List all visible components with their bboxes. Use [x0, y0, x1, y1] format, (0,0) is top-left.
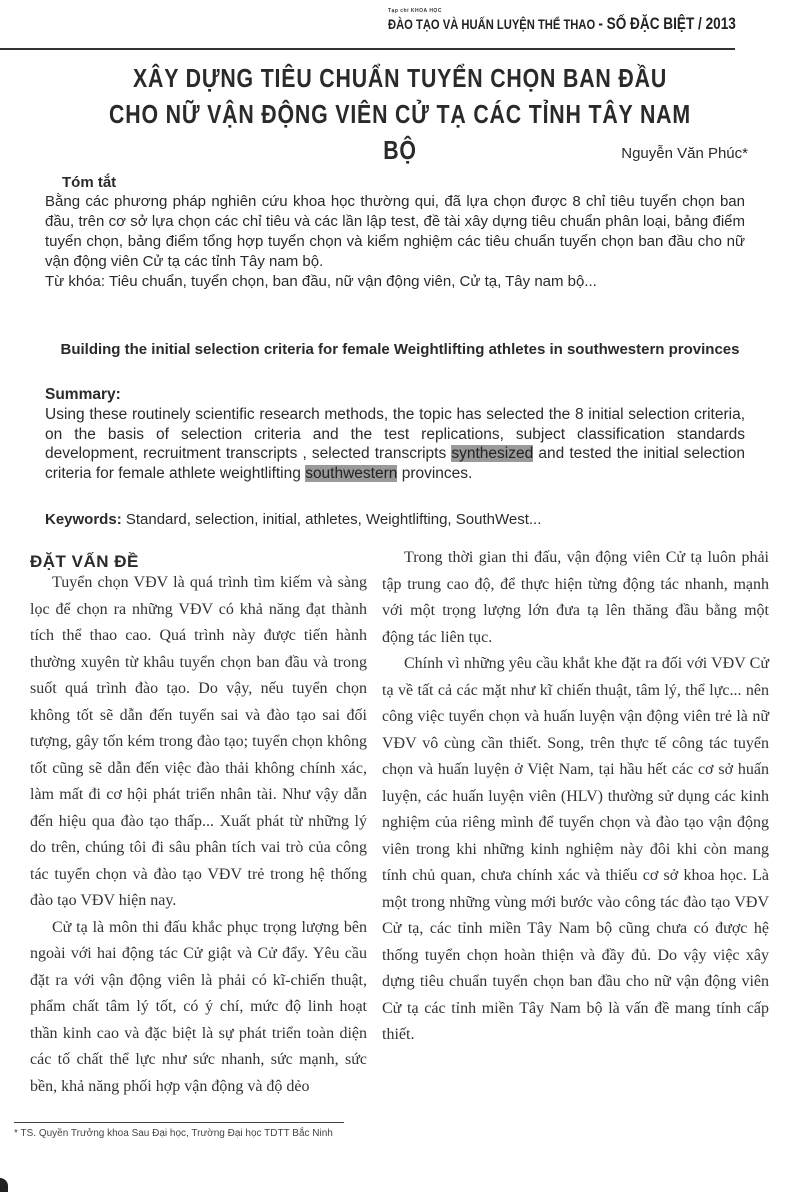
summary-part: Using these routinely scientific research methods, the topic has selected the 8 initial selection criteria, on the basis of selection criteria and the test replications, subject classification standards development, recruitment transcripts , selected transcripts — [45, 406, 745, 462]
section-heading: ĐẶT VẤN ĐỀ — [30, 552, 139, 571]
keywords-vi: Từ khóa: Tiêu chuẩn, tuyển chọn, ban đầu, nữ vận động viên, Cử tạ, Tây nam bộ... — [45, 273, 597, 290]
abstract-heading: Tóm tắt — [62, 174, 117, 191]
journal-name: ĐÀO TẠO VÀ HUẤN LUYỆN THỂ THAO — [388, 16, 596, 32]
highlighted-text: synthesized — [451, 445, 534, 462]
author: Nguyễn Văn Phúc* — [621, 145, 748, 162]
article-title: XÂY DỰNG TIÊU CHUẨN TUYỂN CHỌN BAN ĐẦU CHO NỮ VẬN ĐỘNG VIÊN CỬ TẠ CÁC TỈNH TÂY NAM BỘ — [109, 63, 691, 165]
left-column — [30, 570, 367, 1100]
header-rule — [0, 48, 735, 50]
journal-header — [388, 8, 736, 34]
scan-artifact — [0, 1178, 8, 1192]
summary-part: and tested the initial selection criteria for female athlete weightlifting — [45, 445, 745, 482]
keywords-label: Keywords: — [45, 511, 122, 528]
footnote-rule — [14, 1122, 344, 1123]
english-title: Building the initial selection criteria for female Weightlifting athletes in southwestern provinces — [60, 341, 740, 358]
footnote: * TS. Quyền Trưởng khoa Sau Đại học, Trường Đại học TDTT Bắc Ninh — [14, 1128, 333, 1139]
abstract-text: Bằng các phương pháp nghiên cứu khoa học thường qui, đã lựa chọn được 8 chỉ tiêu tuyển chọn ban đầu, trên cơ sở lựa chọn các chỉ tiêu và các lần lập test, đề tài xây dựng tiêu chuẩn phân loại, bảng điểm tuyển chọn, bảng điểm tổng hợp tuyển chọn và kiểm nghiệm các tiêu chuẩn tuyển chọn ban đầu cho nữ vận động viên Cử tạ các tỉnh Tây nam bộ. — [45, 193, 745, 270]
keywords-value: Standard, selection, initial, athletes, Weightlifting, SouthWest... — [121, 511, 542, 528]
paragraph: Trong thời gian thi đấu, vận động viên Cử tạ luôn phải tập trung cao độ, để thực hiện từng động tác nhanh, mạnh với một trọng lượng lớn đưa tạ lên thăng đầu bằng một động tác liên tục. — [382, 549, 769, 646]
journal-small-label: Tạp chí KHOA HỌC — [388, 8, 442, 14]
paragraph: Cử tạ là môn thi đấu khắc phục trọng lượng bên ngoài với hai động tác Cử giật và Cử đẩy. Yêu cầu đặt ra với vận động viên là phải có kĩ-chiến thuật, phẩm chất tâm lý tốt, có ý chí, mức độ linh hoạt thần kinh cao và đặc biệt là sự phát triển toàn diện các tố chất thể lực như sức nhanh, sức mạnh, sức bền, khả năng phối hợp vận động và độ dẻo — [30, 918, 367, 1095]
summary-heading: Summary: — [45, 386, 121, 403]
summary-part: provinces. — [397, 464, 473, 482]
keywords-en — [45, 511, 541, 528]
summary-text — [45, 405, 745, 483]
issue-label: - SỐ ĐẶC BIỆT / 2013 — [598, 14, 736, 33]
paragraph: Tuyển chọn VĐV là quá trình tìm kiếm và sàng lọc để chọn ra những VĐV có khả năng đạt thành tích thể thao cao. Quá trình này được tiến hành thường xuyên từ khâu tuyển chọn ban đầu và trong suốt quá trình đào tạo. Do vậy, nếu tuyển chọn không tốt sẽ dẫn đến tuyển sai và đào tạo sai đối tượng, gây tốn kém trong đào tạo; tuyển chọn không tốt cũng sẽ dẫn đến việc đào thải không chính xác, làm mất đi cơ hội phát triển nhân tài. Như vậy dẫn đến hiệu qua đào tạo thấp... Xuất phát từ những lý do trên, chúng tôi đi sâu phân tích vai trò của công tác tuyển chọn và đào tạo VĐV trẻ trong hệ thống đào tạo VĐV hiện nay. — [30, 574, 367, 909]
paragraph: Chính vì những yêu cầu khắt khe đặt ra đối với VĐV Cử tạ về tất cả các mặt như kĩ chiến thuật, tâm lý, thể lực... nên công việc tuyển chọn và huấn luyện vận động viên trẻ là nữ VĐV vô cùng cần thiết. Song, trên thực tế công tác tuyển chọn và huấn luyện ở Việt Nam, tại hầu hết các cơ sở huấn luyện, các huấn luyện viên (HLV) thường sử dụng các kinh nghiệm của riêng mình để tuyển chọn và đào tạo vận động viên trong khi những kinh nghiệm này đôi khi còn mang tính chủ quan, chưa chính xác và thiếu cơ sở khoa học. Là một trong những vùng mới bước vào công tác đào tạo VĐV Cử tạ, các tỉnh miền Tây Nam bộ cũng chưa có được hệ thống tuyển chọn hoàn thiện và đầy đủ. Do vậy việc xây dựng tiêu chuẩn tuyển chọn ban đầu cho nữ vận động viên Cử tạ các tỉnh miền Tây Nam bộ là vấn đề mang tính cấp thiết. — [382, 655, 769, 1043]
highlighted-text: southwestern — [305, 464, 398, 482]
right-column — [382, 545, 769, 1049]
